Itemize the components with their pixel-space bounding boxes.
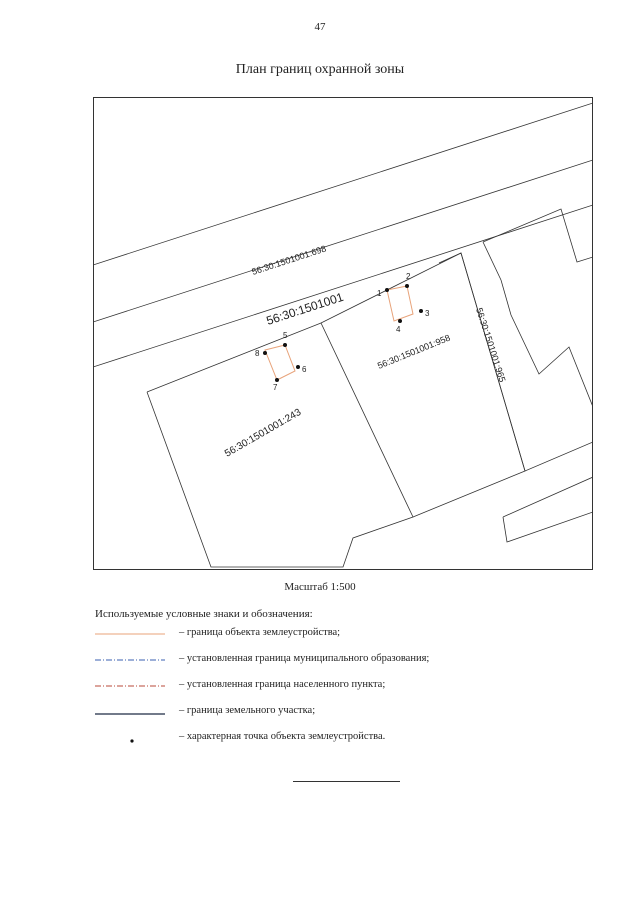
point-5 — [283, 343, 287, 347]
point-label-7: 7 — [273, 383, 278, 392]
legend-item-municipal-boundary — [95, 652, 575, 668]
legend-item-settlement-boundary — [95, 678, 575, 694]
legend-item-characteristic-point — [95, 730, 575, 746]
legend-text: – граница земельного участка; — [179, 705, 316, 716]
point-label-5: 5 — [283, 331, 288, 340]
red-dashdot-line-symbol — [95, 678, 165, 694]
parcel-label-road: 56:30:1501001:698 — [250, 243, 328, 277]
point-6 — [296, 365, 300, 369]
legend-text: – установленная граница муниципального образования; — [179, 653, 430, 664]
zone-square-b — [265, 345, 295, 380]
parcel-label-243: 56:30:1501001:243 — [223, 406, 304, 460]
point-2 — [405, 284, 409, 288]
point-7 — [275, 378, 279, 382]
point-4 — [398, 319, 402, 323]
legend-title: Используемые условные знаки и обозначения: — [95, 608, 313, 620]
legend-item-land-plot-boundary — [95, 704, 575, 720]
zone-square-a — [387, 286, 413, 321]
right-building — [501, 280, 593, 407]
signature-line — [293, 781, 400, 782]
point-8 — [263, 351, 267, 355]
bottom-right-structure — [503, 477, 593, 517]
parcel-label-958: 56:30:1501001:958 — [376, 332, 452, 371]
block-line — [93, 205, 593, 367]
scale-label: Масштаб 1:500 — [284, 581, 356, 593]
point-1 — [385, 288, 389, 292]
point-symbol — [95, 730, 165, 746]
right-parcel-boundary — [439, 253, 593, 471]
legend-text: – характерная точка объекта землеустройства. — [179, 731, 386, 742]
point-3 — [419, 309, 423, 313]
point-label-3: 3 — [425, 309, 430, 318]
point-label-4: 4 — [396, 325, 401, 334]
left-parcel-boundary — [147, 323, 413, 567]
page-title: План границ охранной зоны — [235, 62, 405, 77]
boundary-map — [93, 97, 593, 570]
point-label-8: 8 — [255, 349, 260, 358]
top-right-building-divider — [483, 242, 501, 280]
bottom-right-step — [503, 512, 593, 542]
legend-item-object-boundary — [95, 626, 575, 642]
orange-line-symbol — [95, 626, 165, 642]
dark-line-symbol — [95, 704, 165, 720]
point-label-2: 2 — [406, 272, 411, 281]
page-number: 47 — [314, 21, 326, 33]
parcel-label-965: 56:30:1501001:965 — [474, 306, 508, 384]
map-border — [94, 98, 593, 570]
legend-text: – установленная граница населенного пункта; — [179, 679, 386, 690]
middle-parcel-boundary — [321, 253, 525, 517]
top-right-building — [483, 209, 593, 297]
legend-text: – граница объекта землеустройства; — [179, 627, 341, 638]
blue-dashdot-line-symbol — [95, 652, 165, 668]
point-label-1: 1 — [377, 289, 382, 298]
parcel-label-block: 56:30:1501001 — [264, 289, 346, 328]
point-label-6: 6 — [302, 365, 307, 374]
